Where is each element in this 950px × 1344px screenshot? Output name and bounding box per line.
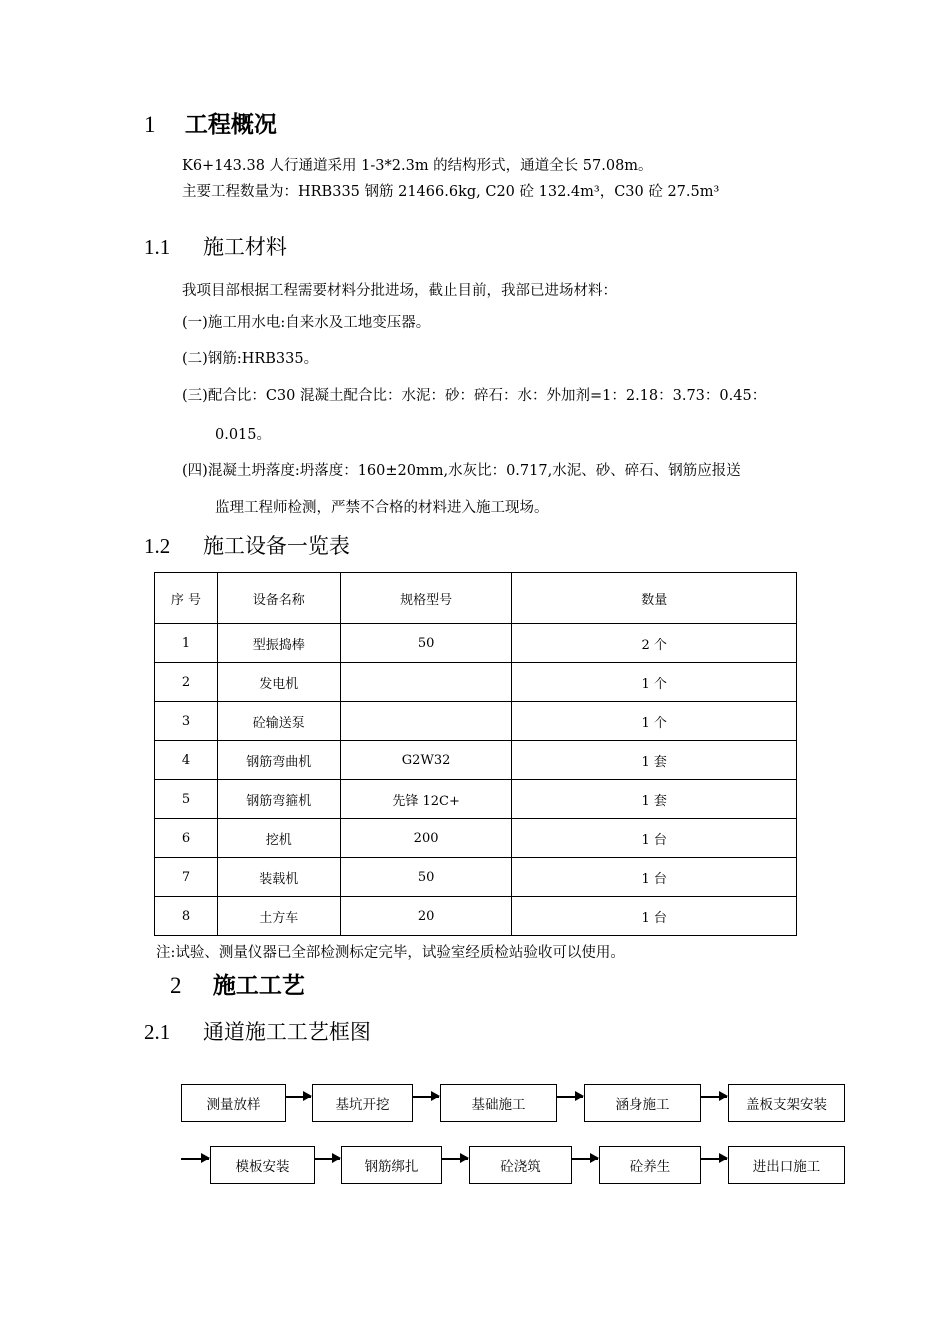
flow-step-foundation: 基础施工: [440, 1084, 557, 1122]
section-number: 1.1: [144, 235, 171, 259]
flow-step-culvert-body: 涵身施工: [584, 1084, 701, 1122]
section-number: 1: [144, 112, 156, 137]
header-index: 序 号: [155, 573, 218, 624]
materials-item-4-cont: 监理工程师检测，严禁不合格的材料进入施工现场。: [215, 500, 549, 516]
cell-index: 2: [155, 663, 218, 702]
flow-arrow: [700, 1158, 727, 1160]
flow-arrow: [181, 1158, 209, 1160]
section-1-heading: [144, 106, 277, 139]
materials-item-4: (四)混凝土坍落度:坍落度：160±20mm,水灰比：0.717,水泥、砂、碎石、钢筋应报送: [182, 463, 741, 479]
flow-step-excavation: 基坑开挖: [312, 1084, 413, 1122]
section-2-heading: [170, 967, 305, 1000]
flow-step-cover-support: 盖板支架安装: [728, 1084, 845, 1122]
flow-arrow: [285, 1096, 311, 1098]
cell-name: 发电机: [217, 663, 340, 702]
cell-name: 钢筋弯箍机: [217, 780, 340, 819]
flow-arrow: [412, 1096, 439, 1098]
cell-spec: [340, 702, 512, 741]
materials-intro: 我项目部根据工程需要材料分批进场，截止目前，我部已进场材料：: [182, 283, 617, 299]
cell-qty: 1 个: [512, 663, 797, 702]
cell-index: 1: [155, 624, 218, 663]
cell-index: 3: [155, 702, 218, 741]
table-note: 注:试验、测量仪器已全部检测标定完毕，试验室经质检站验收可以使用。: [156, 945, 625, 961]
cell-spec: 200: [340, 819, 512, 858]
cell-qty: 1 套: [512, 741, 797, 780]
cell-spec: [340, 663, 512, 702]
cell-qty: 1 台: [512, 897, 797, 936]
cell-index: 4: [155, 741, 218, 780]
table-row: [155, 897, 797, 936]
table-row: [155, 741, 797, 780]
section-1-1-heading: [144, 231, 287, 261]
section-title: 施工工艺: [212, 973, 305, 999]
section-1-2-heading: [144, 530, 350, 560]
cell-name: 挖机: [217, 819, 340, 858]
cell-name: 钢筋弯曲机: [217, 741, 340, 780]
materials-item-3-cont: 0.015。: [215, 427, 272, 443]
flow-arrow: [441, 1158, 468, 1160]
header-name: 设备名称: [217, 573, 340, 624]
cell-index: 7: [155, 858, 218, 897]
cell-qty: 1 台: [512, 819, 797, 858]
section-number: 2.1: [144, 1020, 171, 1044]
flow-step-pouring: 砼浇筑: [469, 1146, 572, 1184]
cell-index: 6: [155, 819, 218, 858]
overview-line-1: K6+143.38 人行通道采用 1-3*2.3m 的结构形式，通道全长 57.08m。: [182, 158, 653, 174]
flow-step-inlet-outlet: 进出口施工: [728, 1146, 845, 1184]
flow-arrow: [314, 1158, 340, 1160]
cell-qty: 2 个: [512, 624, 797, 663]
cell-spec: 50: [340, 858, 512, 897]
flow-arrow: [700, 1096, 727, 1098]
section-title: 工程概况: [184, 112, 277, 138]
table-row: [155, 858, 797, 897]
cell-spec: 先锋 12C+: [340, 780, 512, 819]
cell-spec: G2W32: [340, 741, 512, 780]
table-row: [155, 624, 797, 663]
header-spec: 规格型号: [340, 573, 512, 624]
equipment-table: [154, 572, 797, 936]
cell-name: 型振捣棒: [217, 624, 340, 663]
cell-qty: 1 台: [512, 858, 797, 897]
overview-line-2: 主要工程数量为：HRB335 钢筋 21466.6kg, C20 砼 132.4m³，C30 砼 27.5m³: [182, 184, 720, 200]
table-row: [155, 663, 797, 702]
materials-item-3: (三)配合比：C30 混凝土配合比：水泥：砂：碎石：水：外加剂=1：2.18：3.73：0.45：: [182, 388, 767, 404]
flow-step-rebar-tying: 钢筋绑扎: [341, 1146, 442, 1184]
cell-qty: 1 套: [512, 780, 797, 819]
cell-index: 8: [155, 897, 218, 936]
cell-index: 5: [155, 780, 218, 819]
cell-name: 砼输送泵: [217, 702, 340, 741]
flow-step-formwork: 模板安装: [210, 1146, 315, 1184]
section-number: 1.2: [144, 534, 171, 558]
cell-qty: 1 个: [512, 702, 797, 741]
materials-item-2: (二)钢筋:HRB335。: [182, 351, 319, 367]
flow-arrow: [571, 1158, 598, 1160]
header-qty: 数量: [512, 573, 797, 624]
flow-step-curing: 砼养生: [599, 1146, 701, 1184]
cell-spec: 20: [340, 897, 512, 936]
materials-item-1: (一)施工用水电:自来水及工地变压器。: [182, 315, 431, 331]
flow-step-survey: 测量放样: [181, 1084, 286, 1122]
table-row: [155, 780, 797, 819]
section-title: 施工材料: [202, 235, 287, 259]
flow-arrow: [556, 1096, 583, 1098]
table-header-row: [155, 573, 797, 624]
section-title: 通道施工工艺框图: [202, 1020, 371, 1044]
cell-spec: 50: [340, 624, 512, 663]
table-row: [155, 702, 797, 741]
cell-name: 土方车: [217, 897, 340, 936]
table-row: [155, 819, 797, 858]
section-2-1-heading: [144, 1016, 371, 1046]
section-title: 施工设备一览表: [202, 534, 350, 558]
cell-name: 装载机: [217, 858, 340, 897]
section-number: 2: [170, 973, 182, 998]
